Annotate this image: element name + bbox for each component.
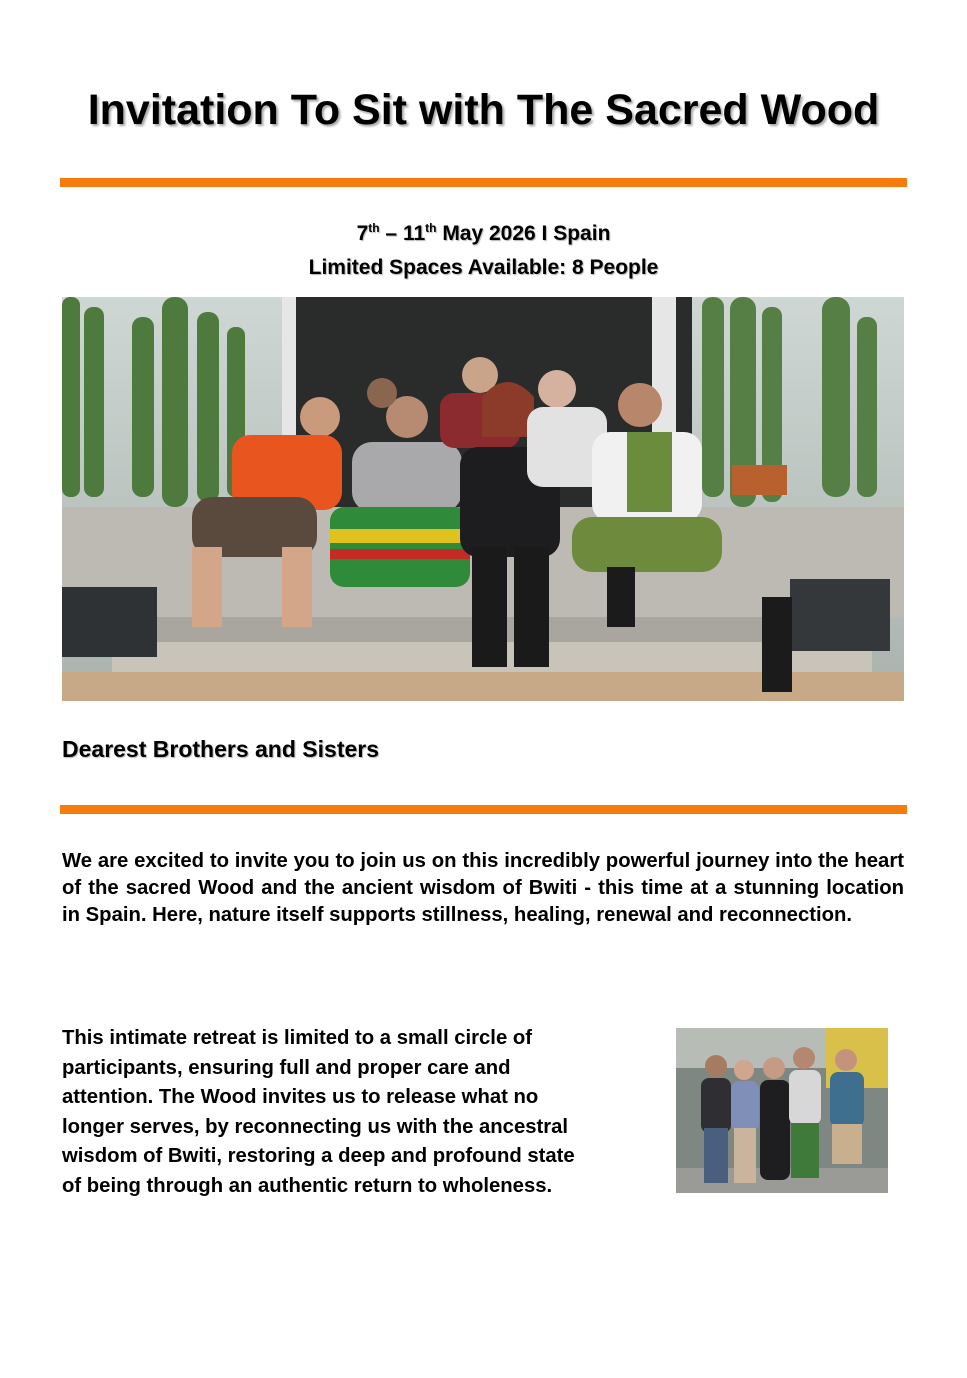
end-day-suffix: th: [425, 221, 437, 235]
start-day: 7: [356, 222, 369, 245]
retreat-paragraph-line: attention. The Wood invites us to release what no: [62, 1086, 539, 1108]
retreat-paragraph-line: of being through an authentic return to wholeness.: [62, 1174, 553, 1197]
orange-divider-top: [60, 178, 907, 187]
end-day: 11: [402, 222, 426, 245]
event-dates: [0, 221, 967, 246]
group-photo: [62, 297, 904, 701]
spaces-available: Limited Spaces Available: 8 People: [308, 256, 659, 279]
start-day-suffix: th: [368, 221, 380, 235]
retreat-paragraph: [62, 1024, 662, 1201]
greeting-heading: Dearest Brothers and Sisters: [62, 736, 380, 762]
retreat-paragraph-line: This intimate retreat is limited to a small circle of: [62, 1027, 532, 1049]
group-thumbnail-photo: [676, 1028, 888, 1193]
orange-divider-bottom: [60, 805, 907, 814]
retreat-paragraph-line: wisdom of Bwiti, restoring a deep and profound state: [62, 1145, 575, 1167]
page-title: Invitation To Sit with The Sacred Wood: [87, 86, 880, 134]
date-dash: –: [379, 222, 403, 245]
retreat-paragraph-line: participants, ensuring full and proper care and: [62, 1056, 511, 1079]
date-rest: May 2026 I Spain: [436, 222, 611, 245]
intro-paragraph: We are excited to invite you to join us on this incredibly powerful journey into the heart of the sacred Wood and the ancient wisdom of Bwiti - this time at a stunning location in Spain. Here, nature itself supports stillness, healing, renewal and reconnection.: [62, 850, 904, 926]
retreat-paragraph-line: longer serves, by reconnecting us with the ancestral: [62, 1115, 569, 1138]
